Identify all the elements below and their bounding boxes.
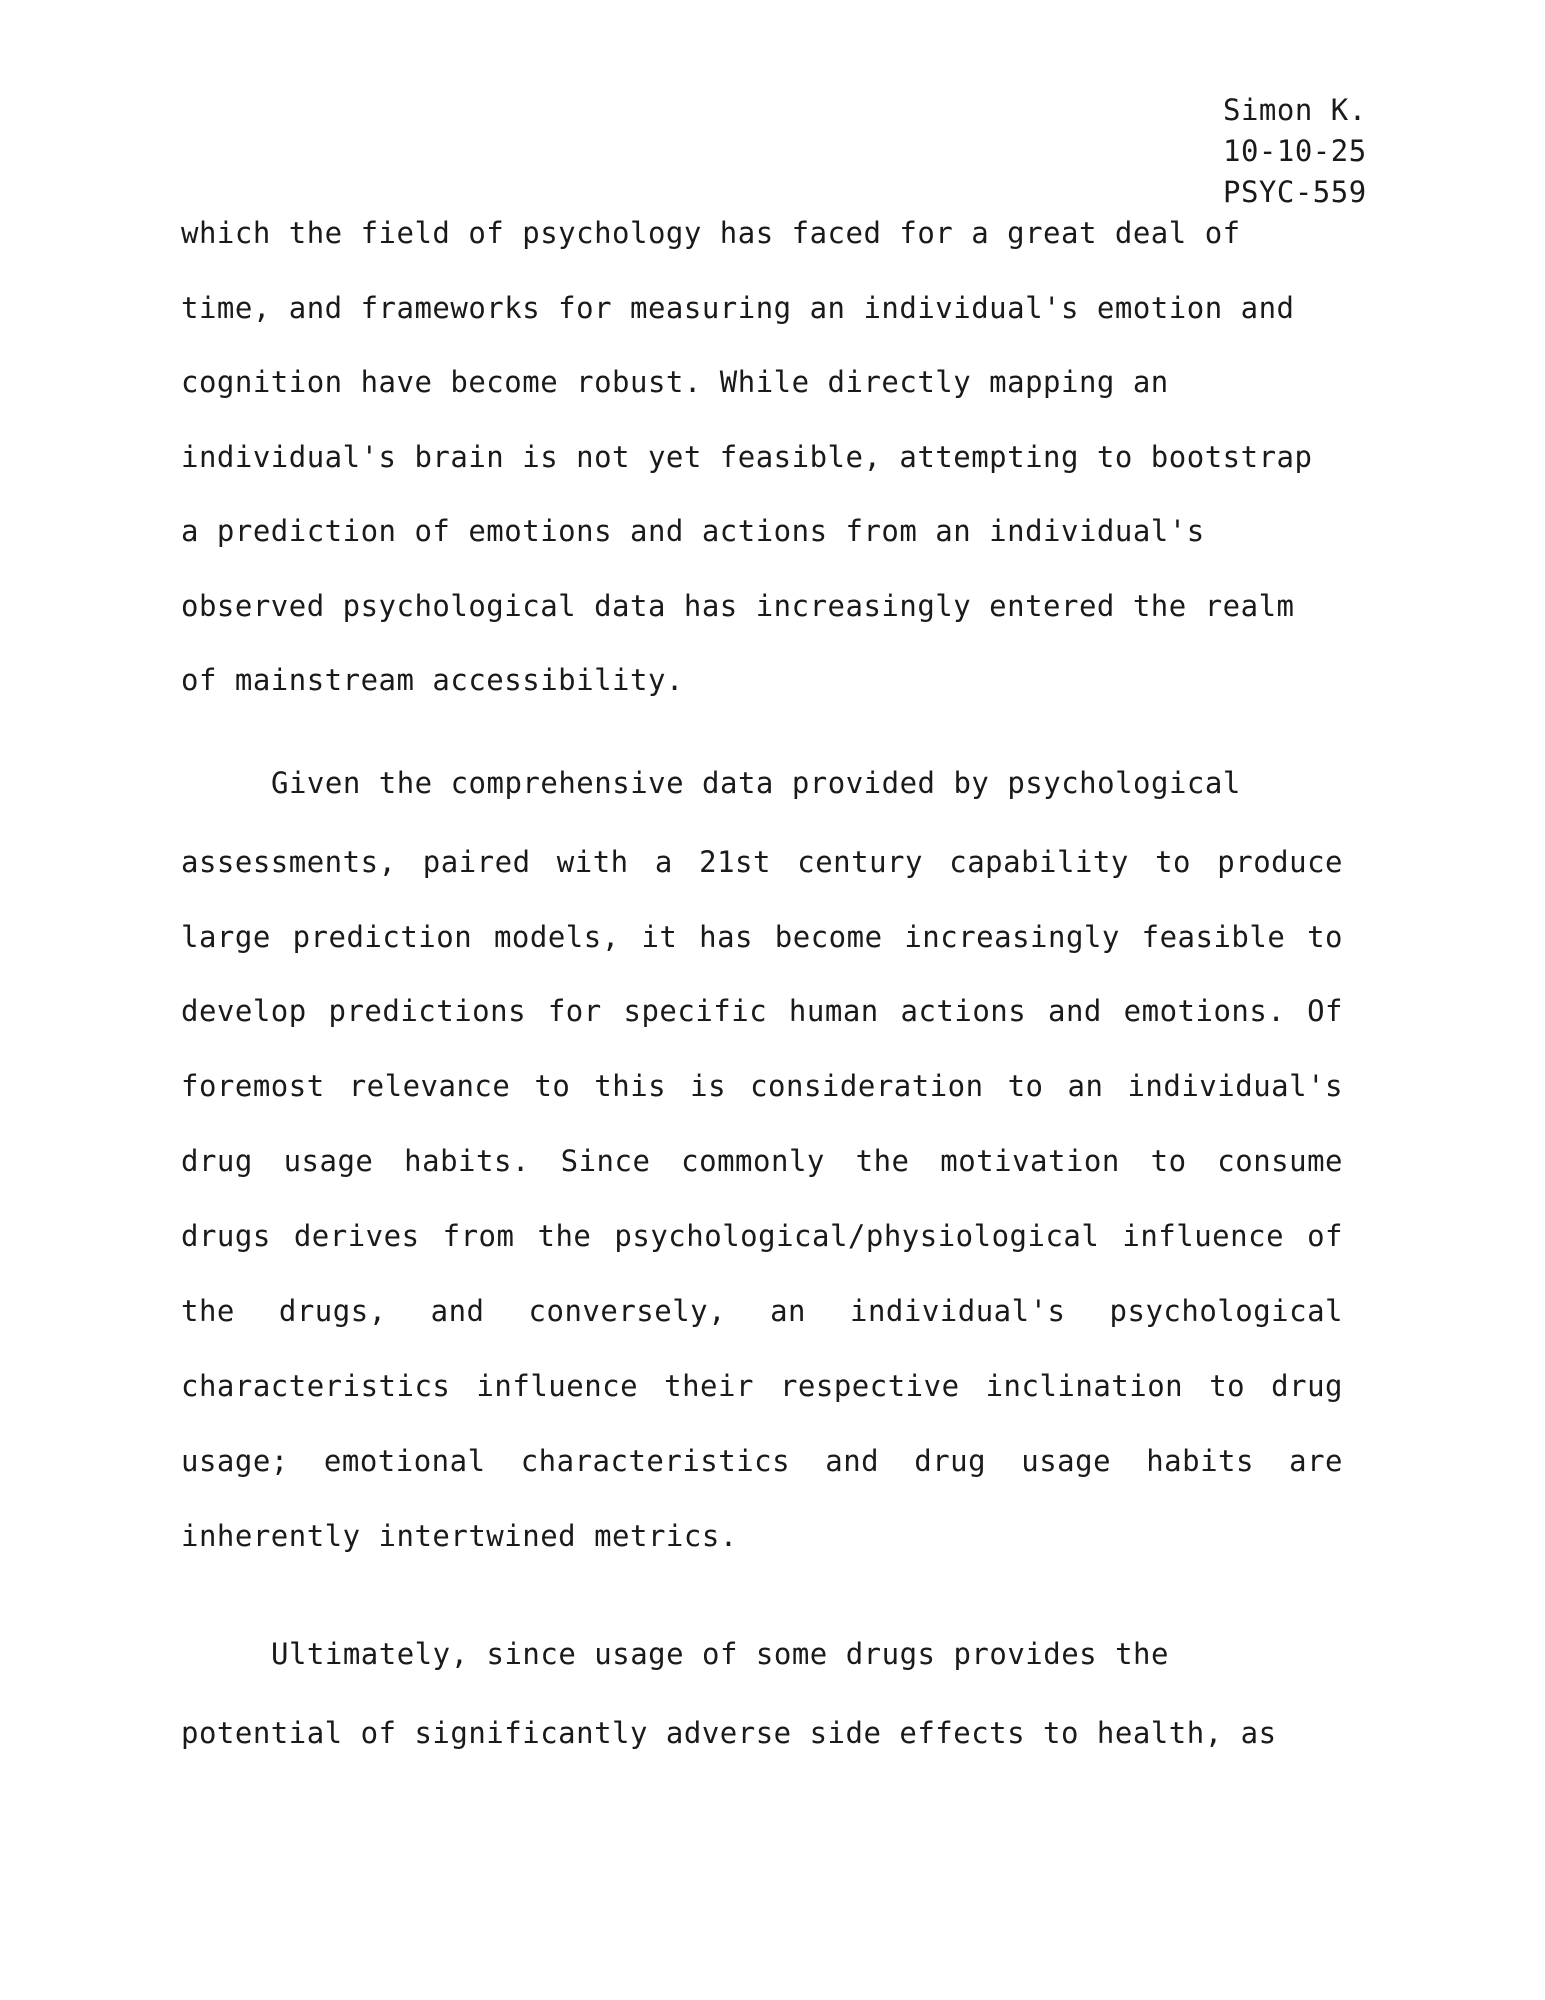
author-name: Simon K. — [1223, 93, 1367, 127]
text-line: which the field of psychology has faced for a great deal of — [181, 216, 1241, 250]
text-line: a prediction of emotions and actions from an individual's — [181, 514, 1205, 548]
text-line: foremost relevance to this is consideration to an individual's — [181, 1069, 1343, 1103]
text-line: usage; emotional characteristics and drug usage habits are — [181, 1444, 1343, 1478]
text-line: drug usage habits. Since commonly the motivation to consume — [181, 1144, 1343, 1178]
text-line: the drugs, and conversely, an individual's psychological — [181, 1294, 1343, 1328]
author-header — [1223, 90, 1367, 213]
text-line: inherently intertwined metrics. — [181, 1519, 738, 1553]
text-line: drugs derives from the psychological/physiological influence of — [181, 1219, 1343, 1253]
text-line: Given the comprehensive data provided by psychological — [271, 766, 1241, 800]
text-line: develop predictions for specific human actions and emotions. Of — [181, 994, 1343, 1028]
document-date: 10-10-25 — [1223, 134, 1367, 168]
text-line: characteristics influence their respective inclination to drug — [181, 1369, 1343, 1403]
text-line: observed psychological data has increasingly entered the realm — [181, 589, 1295, 623]
text-line: assessments, paired with a 21st century capability to produce — [181, 845, 1343, 879]
text-line: cognition have become robust. While directly mapping an — [181, 365, 1169, 399]
course-code: PSYC-559 — [1223, 175, 1367, 209]
text-line: large prediction models, it has become increasingly feasible to — [181, 920, 1343, 954]
text-line: time, and frameworks for measuring an individual's emotion and — [181, 291, 1295, 325]
text-line: of mainstream accessibility. — [181, 663, 684, 697]
text-line: individual's brain is not yet feasible, attempting to bootstrap — [181, 440, 1313, 474]
text-line: Ultimately, since usage of some drugs provides the — [271, 1637, 1169, 1671]
text-line: potential of significantly adverse side effects to health, as — [181, 1716, 1277, 1750]
